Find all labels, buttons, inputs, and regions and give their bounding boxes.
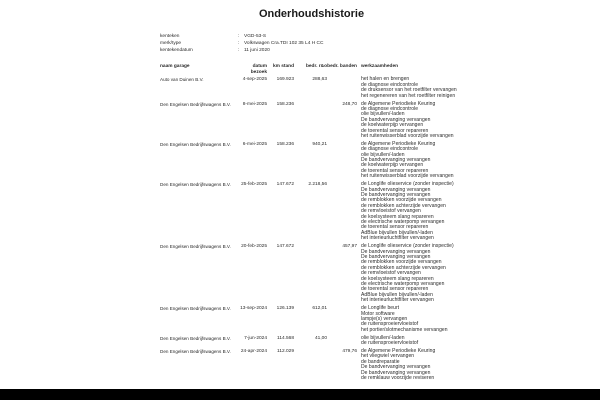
amount-repair: 940,21 (312, 141, 327, 147)
work-items (357, 182, 463, 241)
amount-repair (294, 244, 327, 303)
work-item: de koelwaterpijp vervangen (361, 122, 424, 129)
work-item: De bandvervanging vervangen (361, 192, 431, 199)
page-title: Onderhoudshistorie (258, 8, 365, 20)
info-value: Volkswagen Cra.TDI 102 35 L4 H CC (244, 40, 324, 46)
info-row (160, 41, 463, 48)
garage-name: Den Engelsen Bedrijfswagens B.V. (160, 348, 231, 354)
work-item: het ruitenwisserblad voorzijde vervangen (361, 173, 454, 180)
work-item: de Algemene Periodieke Keuring (361, 140, 436, 147)
table-row (160, 336, 463, 347)
header-werkzaamheden: werkzaamheden (361, 64, 399, 70)
work-item: het regenereren van het roetfilter reinigen (361, 92, 456, 99)
work-items (357, 306, 463, 333)
amount-repair: 41,00 (314, 335, 327, 341)
work-item: de druksensor van het roetfilter vervangen (361, 87, 457, 94)
visit-date: 24-apr-2024 (240, 348, 267, 354)
amount-tires (327, 306, 357, 333)
table-header-row (160, 64, 463, 76)
table-row (160, 349, 463, 381)
work-item: de toerental sensor repareren (361, 167, 429, 174)
work-item: de remblokken achterzijde vervangen (361, 202, 446, 209)
visit-date: 8-mei-2025 (242, 101, 267, 107)
work-item: De bandvervanging vervangen (361, 116, 431, 123)
visit-date: 20-feb-2025 (241, 244, 267, 250)
visit-date: 25-feb-2025 (241, 182, 267, 188)
amount-repair: 2.218,56 (308, 182, 327, 188)
info-colon: : (238, 47, 240, 53)
work-items (357, 349, 463, 381)
work-item: het ruitenwisserblad voorzijde vervangen (361, 132, 454, 139)
garage-name: Den Engelsen Bedrijfswagens B.V. (160, 244, 231, 250)
work-item: de remblokken achterzijde vervangen (361, 264, 446, 271)
work-items (357, 102, 463, 140)
work-item: het interieurluchtfilter vervangen (361, 235, 434, 242)
work-item: de Longlife olieservice (zonder inspectie) (361, 181, 454, 188)
info-block (160, 34, 463, 54)
amount-tires (327, 142, 357, 180)
amount-tires (327, 336, 357, 347)
work-item: de Longlife beurt (361, 305, 400, 312)
work-item: de remblokken voorzijde vervangen (361, 259, 442, 266)
visit-date: 7-jun-2024 (244, 335, 267, 341)
table-row (160, 77, 463, 99)
work-item: de remvloeistof vervangen (361, 208, 421, 215)
amount-repair: 612,01 (312, 306, 327, 312)
header-bedrag-banden: bedr. banden (327, 64, 357, 70)
table-row (160, 102, 463, 140)
header-km-stand: km stand (272, 64, 294, 70)
work-item: het portier/slotmechanisme vervangen (361, 326, 448, 333)
visit-date: 6-mei-2025 (242, 141, 267, 147)
work-item: de electrische waterpomp vervangen (361, 219, 445, 226)
amount-tires: 248,70 (342, 101, 357, 107)
visit-date: 13-sep-2024 (240, 306, 267, 312)
km-stand: 158.236 (276, 141, 294, 147)
amount-tires: 479,76 (342, 348, 357, 354)
work-items (357, 77, 463, 99)
work-item: AdBlue bijvullen bijvullen/-laden (361, 291, 433, 298)
amount-tires (327, 77, 357, 99)
garage-name: Den Engelsen Bedrijfswagens B.V. (160, 182, 231, 188)
info-colon: : (238, 34, 240, 39)
km-stand: 169.923 (276, 77, 294, 83)
work-item: olie bijvullen/-laden (361, 334, 405, 341)
amount-repair (294, 102, 327, 140)
work-item: De bandvervanging vervangen (361, 157, 431, 164)
work-items (357, 244, 463, 303)
info-value: VGD-53-S (244, 34, 267, 39)
table-row (160, 142, 463, 180)
amount-repair (294, 349, 327, 381)
amount-tires: 457,97 (342, 244, 357, 250)
work-items (357, 336, 463, 347)
work-item: Motor software (361, 310, 395, 317)
km-stand: 112.029 (277, 348, 294, 354)
info-row (160, 48, 463, 55)
scan-black-edge (0, 389, 600, 400)
work-item: de toerental sensor repareren (361, 286, 429, 293)
garage-name: Den Engelsen Bedrijfswagens B.V. (160, 141, 231, 147)
km-stand: 147.672 (276, 182, 294, 188)
work-item: de electrische waterpomp vervangen (361, 281, 445, 288)
table-row (160, 182, 463, 241)
garage-name: Auto van Duinen B.V. (160, 77, 204, 83)
info-value: 11 juni 2020 (244, 47, 270, 53)
header-datum-bezoek: datum bezoek (250, 64, 267, 76)
header-bedrag-ro: bedr. r&o (305, 64, 327, 70)
work-item: de remblokken voorzijde vervangen (361, 197, 442, 204)
km-stand: 147.672 (276, 244, 294, 250)
table-body (160, 77, 463, 381)
work-item: het vliegwiel vervangen (361, 353, 415, 360)
km-stand: 126.139 (276, 306, 294, 312)
visit-date: 4-sep-2025 (242, 77, 267, 83)
work-item: het interieurluchtfilter vervangen (361, 297, 434, 304)
work-items (357, 142, 463, 180)
amount-tires (327, 182, 357, 241)
work-item: de remvloeistof vervangen (361, 270, 421, 277)
work-item: De bandvervanging vervangen (361, 253, 431, 260)
km-stand: 114.568 (277, 335, 294, 341)
work-item: De bandvervanging vervangen (361, 186, 431, 193)
work-item: de ruitensproeiervloeistof (361, 321, 419, 328)
work-item: de bandreparatie (361, 358, 400, 365)
work-item: de Algemene Periodieke Keuring (361, 100, 436, 107)
info-label: merk/type (160, 40, 182, 46)
info-label: kentekendatum (160, 47, 193, 53)
work-item: de toerental sensor repareren (361, 127, 429, 134)
amount-repair: 288,63 (312, 77, 327, 83)
work-item: de ruitensproeiervloeistof (361, 340, 419, 347)
work-item: olie bijvullen/-laden (361, 111, 405, 118)
work-item: olie bijvullen/-laden (361, 151, 405, 158)
header-naam-garage: naam garage (160, 64, 190, 70)
work-item: lampje(s) vervangen (361, 315, 408, 322)
work-item: de diagnose eindcontrole (361, 146, 419, 153)
document-content (160, 8, 463, 384)
work-item: de diagnose eindcontrole (361, 81, 419, 88)
table-row (160, 244, 463, 303)
work-item: De bandvervanging vervangen (361, 369, 431, 376)
work-item: De bandvervanging vervangen (361, 364, 431, 371)
work-item: de diagnose eindcontrole (361, 105, 419, 112)
work-item: de koelwaterpijp vervangen (361, 162, 424, 169)
work-item: de Longlife olieservice (zonder inspectie) (361, 243, 454, 250)
table-row (160, 306, 463, 333)
garage-name: Den Engelsen Bedrijfswagens B.V. (160, 306, 231, 312)
garage-name: Den Engelsen Bedrijfswagens B.V. (160, 335, 231, 341)
work-item: de koelsysteem slang repareren (361, 275, 434, 282)
garage-name: Den Engelsen Bedrijfswagens B.V. (160, 101, 231, 107)
work-item: het halen en brengen (361, 76, 410, 83)
info-colon: : (238, 40, 240, 46)
work-item: AdBlue bijvullen bijvullen/-laden (361, 229, 433, 236)
km-stand: 158.236 (276, 101, 294, 107)
info-label: kenteken (160, 34, 180, 39)
work-item: de Algemene Periodieke Keuring (361, 347, 436, 354)
work-item: de remklauw voorzijde reviseren (361, 375, 435, 382)
info-row (160, 34, 463, 41)
work-item: De bandvervanging vervangen (361, 248, 431, 255)
work-item: de toerental sensor repareren (361, 224, 429, 231)
work-item: de koelsysteem slang repareren (361, 213, 434, 220)
